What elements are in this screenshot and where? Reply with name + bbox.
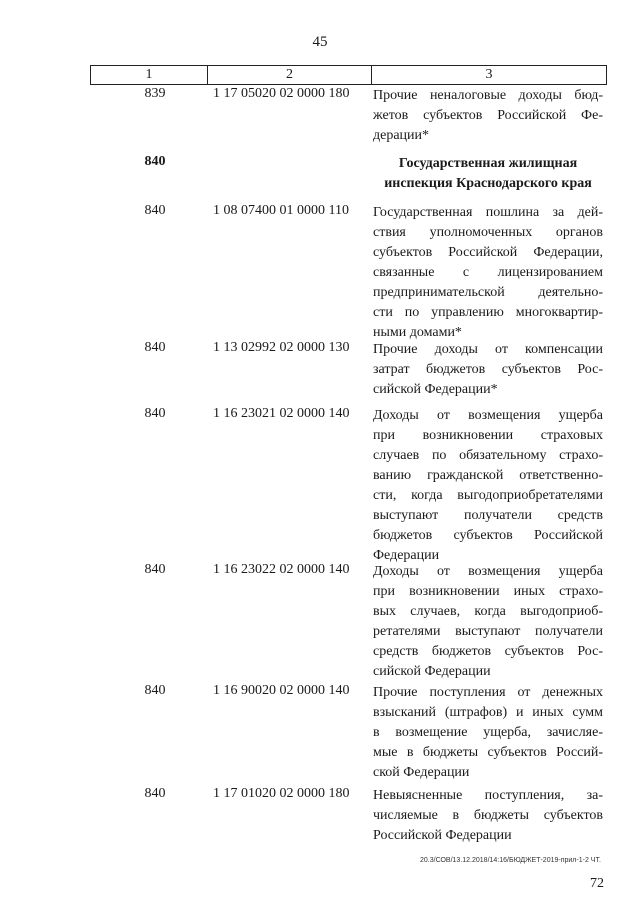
kbk-code: 1 17 05020 02 0000 180 — [213, 86, 350, 101]
kbk-code: 1 16 23021 02 0000 140 — [213, 406, 350, 421]
description-line: связанные с лицензированием — [373, 265, 603, 280]
page-number-bottom: 72 — [590, 876, 604, 891]
kbk-code: 1 16 23022 02 0000 140 — [213, 562, 350, 577]
description-line: при возникновении иных страхо- — [373, 584, 603, 599]
description-line: ванию гражданской ответственно- — [373, 468, 603, 483]
description — [373, 562, 603, 682]
description-line: взысканий (штрафов) и иных сумм — [373, 705, 603, 720]
description-line: Прочие поступления от денежных — [373, 685, 603, 700]
description-line: вых случаев, когда выгодоприоб- — [373, 604, 603, 619]
description-line: Государственная пошлина за дей- — [373, 205, 603, 220]
document-footer-code: 20.3/СОВ/13.12.2018/14:16/БЮДЖЕТ-2019-прил-1-2 ЧТ. — [420, 857, 601, 864]
description-line: сийской Федерации — [373, 664, 491, 679]
kbk-code: 1 16 90020 02 0000 140 — [213, 683, 350, 698]
description-line: ствия уполномоченных органов — [373, 225, 603, 240]
description-line: затрат бюджетов субъектов Рос- — [373, 362, 603, 377]
description-line: дерации* — [373, 128, 430, 143]
description-line: Прочие неналоговые доходы бюд- — [373, 88, 603, 103]
kbk-code: 1 08 07400 01 0000 110 — [213, 203, 349, 218]
description-line: Российской Федерации — [373, 828, 512, 843]
description-line: в возмещение ущерба, зачисляе- — [373, 725, 603, 740]
admin-code: 839 — [144, 86, 166, 101]
description-line: ской Федерации — [373, 765, 470, 780]
admin-code: 840 — [144, 203, 166, 218]
table-header — [90, 65, 607, 85]
description-line: сти по управлению многоквартир- — [373, 305, 603, 320]
kbk-code: 1 17 01020 02 0000 180 — [213, 786, 350, 801]
description-line: Невыясненные поступления, за- — [373, 788, 603, 803]
admin-code: 840 — [144, 562, 166, 577]
header-col-2: 2 — [208, 66, 372, 85]
description-line: сти, когда выгодоприобретателями — [373, 488, 603, 503]
description — [373, 786, 603, 846]
kbk-code: 1 13 02992 02 0000 130 — [213, 340, 350, 355]
description-line: предпринимательской деятельно- — [373, 285, 603, 300]
description — [373, 683, 603, 783]
department-title — [373, 154, 603, 194]
description-line: ретателями выступают получатели — [373, 624, 603, 639]
page-number-top: 45 — [312, 34, 328, 50]
description-line: числяемые в бюджеты субъектов — [373, 808, 603, 823]
admin-code: 840 — [144, 683, 166, 698]
description-line: мые в бюджеты субъектов Россий- — [373, 745, 603, 760]
description — [373, 406, 603, 566]
description — [373, 340, 603, 400]
department-title-line: Государственная жилищная — [398, 156, 578, 171]
admin-code: 840 — [144, 154, 166, 169]
department-title-line: инспекция Краснодарского края — [384, 176, 592, 191]
header-col-3: 3 — [372, 66, 607, 85]
description-line: Доходы от возмещения ущерба — [373, 564, 603, 579]
admin-code: 840 — [144, 406, 166, 421]
description-line: случаев по обязательному страхо- — [373, 448, 603, 463]
description-line: Доходы от возмещения ущерба — [373, 408, 603, 423]
admin-code: 840 — [144, 786, 166, 801]
description-line: сийской Федерации* — [373, 382, 498, 397]
description-line: Федерации — [373, 548, 440, 563]
header-col-1: 1 — [91, 66, 208, 85]
description-line: выступают получатели средств — [373, 508, 603, 523]
description-line: бюджетов субъектов Российской — [373, 528, 603, 543]
description — [373, 86, 603, 146]
admin-code: 840 — [144, 340, 166, 355]
description — [373, 203, 603, 343]
description-line: жетов субъектов Российской Фе- — [373, 108, 603, 123]
description-line: при возникновении страховых — [373, 428, 603, 443]
description-line: субъектов Российской Федерации, — [373, 245, 603, 260]
description-line: Прочие доходы от компенсации — [373, 342, 603, 357]
description-line: ными домами* — [373, 325, 462, 340]
description-line: средств бюджетов субъектов Рос- — [373, 644, 603, 659]
